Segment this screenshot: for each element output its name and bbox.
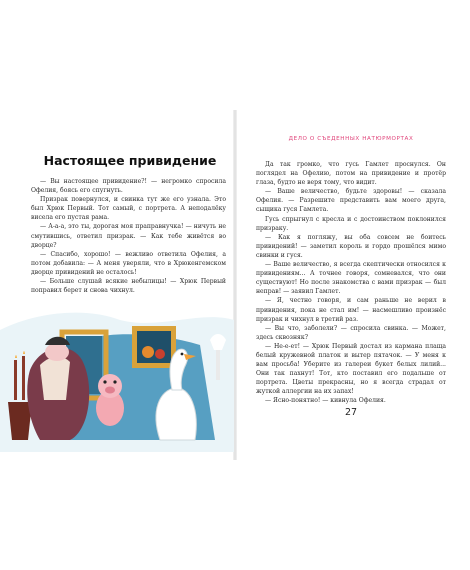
paragraph: — Ваше величество, будьте здоровы! — сказала Офелия. — Разрешите представить вам моего друга, сыщика гуся Гамлета. [256, 188, 446, 214]
page-number: 27 [344, 407, 358, 418]
paragraph: Гусь спрыгнул с кресла и с достоинством поклонился призраку. [256, 215, 446, 232]
story-illustration [0, 290, 234, 452]
paragraph: — Больше слушай всякие небылицы! — Хрюк Первый поправил берет и снова чихнул. [31, 278, 226, 295]
right-page-text [256, 160, 446, 406]
paragraph: Да так громко, что гусь Гамлет проснулся. Он поглядел на Офелию, потом на привидение и протёр глаза, будто не веря тому, что видит. [256, 161, 446, 187]
paragraph: — Вы что, заболели? — спросила свинка. — Может, здесь сквозняк? [256, 324, 446, 341]
left-page-text [31, 177, 226, 295]
paragraph: — Как я погляжу, вы оба совсем не боитесь привидений! — заметил король и гордо прошёлся мимо свинки и гуся. [256, 233, 446, 259]
piglet-ofelia [96, 374, 124, 426]
running-head: ДЕЛО О СЪЕДЕННЫХ НАТЮРМОРТАХ [288, 136, 414, 142]
chapter-title: Настоящее привидение [43, 153, 217, 168]
paragraph: Призрак повернулся, и свинка тут же его узнала. Это был Хрюк Первый. Тот самый, с портрета. А неподалёку висела его пустая рама. [31, 196, 226, 222]
paragraph: — Я, честно говоря, и сам раньше не верил в привидения, пока не стал им! — насмешливо произнёс призрак и чихнул в третий раз. [256, 297, 446, 323]
paragraph: — Спасибо, хорошо! — вежливо ответила Офелия, а потом добавила: — А меня уверяли, что в Хрюкенгемском дворце привидений не осталось! [31, 250, 226, 276]
paragraph: — Не-е-ет! — Хрюк Первый достал из кармана плаща белый кружевной платок и вытер пятачок. — У меня к вам просьба! Уберите из галереи букет белых лилий... Они так пахнут! Тот, кто поставил его подальше от портрета. Цветы прекрасны, но я всегда страдал от жуткой аллергии на их запах! [256, 342, 446, 396]
paragraph: — Ясно-понятно! — кивнула Офелия. [265, 397, 386, 405]
paragraph: — Ваше величество, я всегда скептически относился к привидениям... А точнее говоря, сомневался, что они существуют! Но после знакомства с вами призрак — был неправ! — заявил Гамлет. [256, 261, 446, 296]
still-life-frame [132, 326, 176, 368]
paragraph: — Вы настоящее привидение?! — негромко спросила Офелия, боясь его спугнуть. [31, 178, 226, 195]
paragraph: — А-а-а, это ты, дорогая моя праправнучка! — ничуть не смутившись, ответил призрак. — Как тебе живётся во дворце? [31, 223, 226, 249]
